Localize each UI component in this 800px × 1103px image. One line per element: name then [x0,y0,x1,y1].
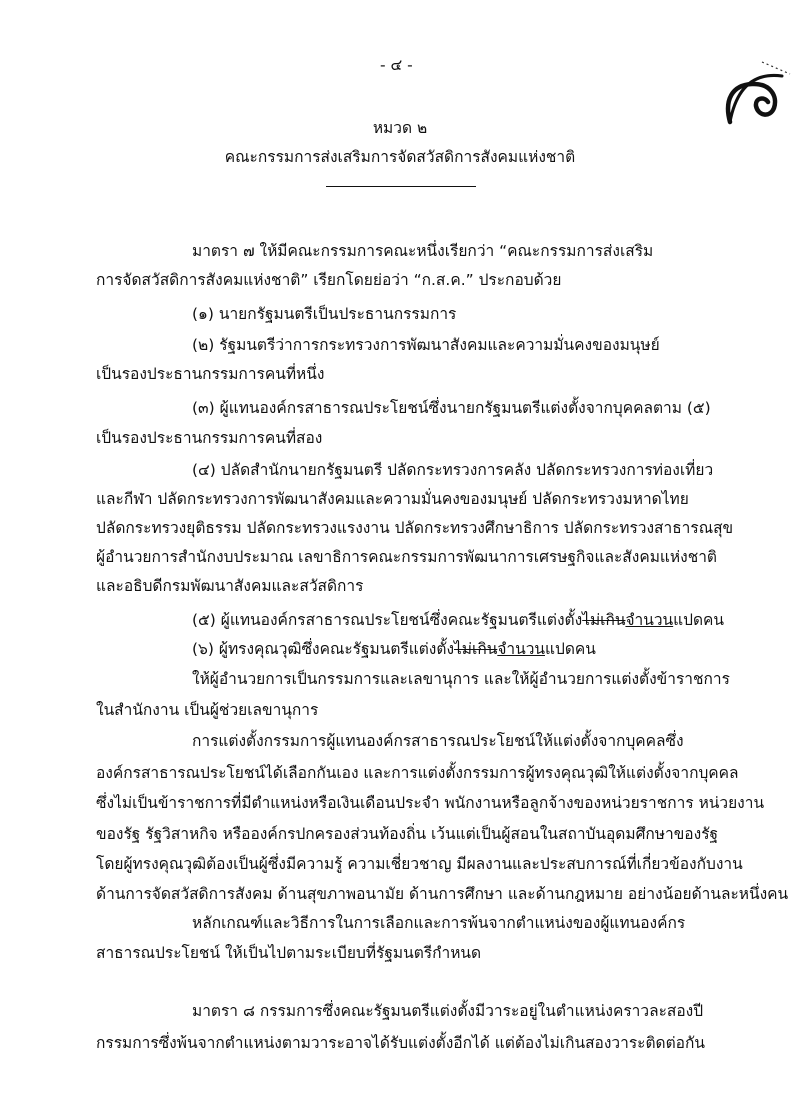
section7-line1: มาตรา ๗ ให้มีคณะกรรมการคณะหนึ่งเรียกว่า “คณะกรรมการส่งเสริม [192,242,654,260]
section7-para2-line5: โดยผู้ทรงคุณวุฒิต้องเป็นผู้ซึ่งมีความรู้ ความเชี่ยวชาญ มีผลงานและประสบการณ์ที่เกี่ยวข้องกับงาน [96,855,743,873]
section7-para2-line1: การแต่งตั้งกรรมการผู้แทนองค์กรสาธารณประโยชน์ให้แต่งตั้งจากบุคคลซึ่ง [192,732,684,750]
section7-item5 [192,609,724,631]
section7-item2-line1: (๒) รัฐมนตรีว่าการกระทรวงการพัฒนาสังคมและความมั่นคงของมนุษย์ [192,336,660,354]
section7-para2-line2: องค์กรสาธารณประโยชน์ได้เลือกกันเอง และการแต่งตั้งกรรมการผู้ทรงคุณวุฒิให้แต่งตั้งจากบุคคล [96,764,739,782]
chapter-title: คณะกรรมการส่งเสริมการจัดสวัสดิการสังคมแห่งชาติ [224,148,576,166]
section7-para2-line4: ของรัฐ รัฐวิสาหกิจ หรือองค์กรปกครองส่วนท้องถิ่น เว้นแต่เป็นผู้สอนในสถาบันอุดมศึกษาของรัฐ [96,825,719,843]
section7-para1-line2: ในสำนักงาน เป็นผู้ช่วยเลขานุการ [96,701,319,719]
section8-line1: มาตรา ๘ กรรมการซึ่งคณะรัฐมนตรีแต่งตั้งมีวาระอยู่ในตำแหน่งคราวละสองปี [192,1002,704,1020]
section7-item3-line2: เป็นรองประธานกรรมการคนที่สอง [96,429,323,447]
section7-para2-line3: ซึ่งไม่เป็นข้าราชการที่มีตำแหน่งหรือเงินเดือนประจำ พนักงานหรือลูกจ้างของหน่วยราชการ หน่วยงาน [96,794,765,812]
section7-line2: การจัดสวัสดิการสังคมแห่งชาติ” เรียกโดยย่อว่า “ก.ส.ค.” ประกอบด้วย [96,271,562,289]
section7-item6 [192,638,596,660]
item5-struck-text: ไม่เกิน [582,611,626,629]
item6-count: แปดคน [545,640,596,658]
section7-item4-line3: ปลัดกระทรวงยุติธรรม ปลัดกระทรวงแรงงาน ปลัดกระทรวงศึกษาธิการ ปลัดกระทรวงสาธารณสุข [96,519,734,537]
item6-struck-text: ไม่เกิน [454,640,498,658]
item5-text: (๕) ผู้แทนองค์กรสาธารณประโยชน์ซึ่งคณะรัฐมนตรีแต่งตั้ง [192,611,583,629]
section7-item4-line1: (๔) ปลัดสำนักนายกรัฐมนตรี ปลัดกระทรวงการคลัง ปลัดกระทรวงการท่องเที่ยว [192,461,714,479]
section8-line2: กรรมการซึ่งพ้นจากตำแหน่งตามวาระอาจได้รับแต่งตั้งอีกได้ แต่ต้องไม่เกินสองวาระติดต่อกัน [96,1034,705,1052]
item6-text: (๖) ผู้ทรงคุณวุฒิซึ่งคณะรัฐมนตรีแต่งตั้ง [192,640,455,658]
section7-item1: (๑) นายกรัฐมนตรีเป็นประธานกรรมการ [192,305,457,323]
section7-item2-line2: เป็นรองประธานกรรมการคนที่หนึ่ง [96,365,325,383]
section7-para1-line1: ให้ผู้อำนวยการเป็นกรรมการและเลขานุการ และให้ผู้อำนวยการแต่งตั้งข้าราชการ [192,670,730,688]
section7-para2-line6: ด้านการจัดสวัสดิการสังคม ด้านสุขภาพอนามัย ด้านการศึกษา และด้านกฎหมาย อย่างน้อยด้านละหนึ่งคน [96,885,789,903]
section7-item4-line5: และอธิบดีกรมพัฒนาสังคมและสวัสดิการ [96,577,364,595]
chapter-heading: หมวด ๒ [372,119,428,137]
section7-para3-line1: หลักเกณฑ์และวิธีการในการเลือกและการพ้นจากตำแหน่งของผู้แทนองค์กร [192,914,686,932]
item6-inserted-text: จำนวน [497,640,545,658]
title-divider [326,186,476,187]
item5-count: แปดคน [673,611,724,629]
page-number: - ๔ - [380,56,413,74]
section7-item4-line4: ผู้อำนวยการสำนักงบประมาณ เลขาธิการคณะกรรมการพัฒนาการเศรษฐกิจและสังคมแห่งชาติ [96,548,717,566]
section7-para3-line2: สาธารณประโยชน์ ให้เป็นไปตามระเบียบที่รัฐมนตรีกำหนด [96,944,482,962]
item5-inserted-text: จำนวน [625,611,674,629]
section7-item3-line1: (๓) ผู้แทนองค์กรสาธารณประโยชน์ซึ่งนายกรัฐมนตรีแต่งตั้งจากบุคคลตาม (๕) [192,399,711,417]
section7-item4-line2: และกีฬา ปลัดกระทรวงการพัฒนาสังคมและความมั่นคงของมนุษย์ ปลัดกระทรวงมหาดไทย [96,490,689,508]
